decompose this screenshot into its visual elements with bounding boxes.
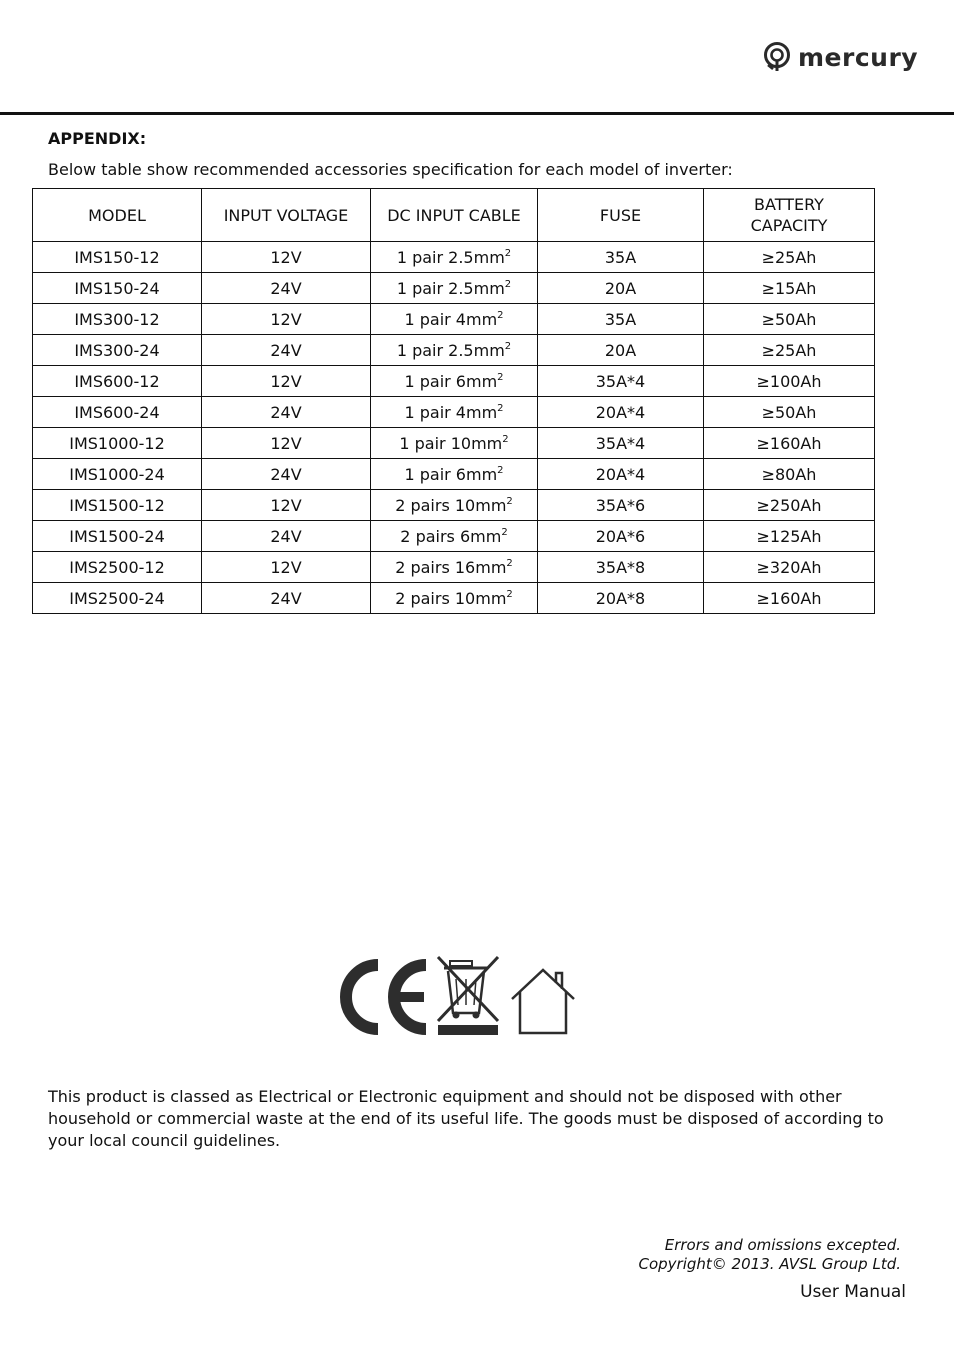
cable-spec: 1 pair 6mm	[404, 371, 498, 391]
input-voltage-cell: 24V	[202, 335, 371, 366]
fuse-cell: 35A	[538, 304, 704, 335]
dc-input-cable-cell	[371, 490, 538, 521]
input-voltage-cell: 12V	[202, 490, 371, 521]
model-cell: IMS1000-24	[33, 459, 202, 490]
model-cell: IMS2500-12	[33, 552, 202, 583]
accessories-spec-table	[32, 188, 875, 614]
header-divider	[0, 112, 954, 115]
model-cell: IMS1000-12	[33, 428, 202, 459]
appendix-intro: Below table show recommended accessories specification for each model of inverter:	[48, 160, 733, 179]
column-header-battery-capacity	[704, 189, 875, 242]
cable-unit-exponent: 2	[502, 433, 509, 445]
cable-spec: 2 pairs 6mm	[400, 526, 502, 546]
brand-name: mercury	[798, 42, 919, 72]
column-header-fuse: FUSE	[538, 189, 704, 242]
copyright-notice: Copyright© 2013. AVSL Group Ltd.	[638, 1255, 901, 1273]
battery-capacity-cell: ≥160Ah	[704, 583, 875, 614]
fuse-cell: 20A*4	[538, 397, 704, 428]
cable-unit-exponent: 2	[497, 402, 504, 414]
column-header-dc-input-cable: DC INPUT CABLE	[371, 189, 538, 242]
battery-capacity-cell: ≥80Ah	[704, 459, 875, 490]
fuse-cell: 20A*8	[538, 583, 704, 614]
dc-input-cable-cell	[371, 335, 538, 366]
disposal-notice: This product is classed as Electrical or Electronic equipment and should not be disposed with other household or commercial waste at the end of its useful life. The goods must be disposed of according to your local council guidelines.	[48, 1087, 884, 1150]
fuse-cell: 35A*8	[538, 552, 704, 583]
cable-spec: 1 pair 4mm	[404, 309, 498, 329]
table-row	[33, 583, 875, 614]
input-voltage-cell: 12V	[202, 428, 371, 459]
input-voltage-cell: 12V	[202, 242, 371, 273]
brand-logo	[762, 40, 918, 74]
column-header-model: MODEL	[33, 189, 202, 242]
dc-input-cable-cell	[371, 428, 538, 459]
battery-capacity-cell: ≥125Ah	[704, 521, 875, 552]
cable-unit-exponent: 2	[501, 526, 508, 538]
footer-notes	[639, 1236, 902, 1274]
cable-spec: 1 pair 2.5mm	[396, 247, 505, 267]
column-header-input-voltage: INPUT VOLTAGE	[202, 189, 371, 242]
cable-unit-exponent: 2	[497, 464, 504, 476]
dc-input-cable-cell	[371, 304, 538, 335]
cable-spec: 1 pair 4mm	[404, 402, 498, 422]
model-cell: IMS300-24	[33, 335, 202, 366]
battery-capacity-cell: ≥160Ah	[704, 428, 875, 459]
fuse-cell: 20A	[538, 335, 704, 366]
fuse-cell: 35A*6	[538, 490, 704, 521]
cable-unit-exponent: 2	[504, 340, 512, 352]
input-voltage-cell: 12V	[202, 304, 371, 335]
battery-capacity-cell: ≥320Ah	[704, 552, 875, 583]
cable-unit-exponent: 2	[506, 588, 513, 600]
dc-input-cable-cell	[371, 459, 538, 490]
input-voltage-cell: 12V	[202, 366, 371, 397]
table-row	[33, 335, 875, 366]
ce-mark-icon	[334, 957, 430, 1037]
battery-capacity-cell: ≥250Ah	[704, 490, 875, 521]
cable-unit-exponent: 2	[506, 495, 513, 507]
table-row	[33, 521, 875, 552]
battery-capacity-cell: ≥100Ah	[704, 366, 875, 397]
model-cell: IMS1500-12	[33, 490, 202, 521]
table-row	[33, 242, 875, 273]
cable-unit-exponent: 2	[506, 557, 513, 569]
compliance-marks	[334, 955, 578, 1037]
input-voltage-cell: 24V	[202, 583, 371, 614]
input-voltage-cell: 12V	[202, 552, 371, 583]
cable-unit-exponent: 2	[497, 371, 504, 383]
dc-input-cable-cell	[371, 552, 538, 583]
model-cell: IMS150-24	[33, 273, 202, 304]
cable-spec: 1 pair 10mm	[399, 433, 503, 453]
cable-spec: 2 pairs 10mm	[395, 495, 507, 515]
dc-input-cable-cell	[371, 521, 538, 552]
table-header-row	[33, 189, 875, 242]
model-cell: IMS300-12	[33, 304, 202, 335]
input-voltage-cell: 24V	[202, 521, 371, 552]
mercury-logo-icon	[762, 41, 792, 73]
dc-input-cable-cell	[371, 366, 538, 397]
battery-capacity-cell: ≥50Ah	[704, 397, 875, 428]
table-row	[33, 552, 875, 583]
fuse-cell: 35A*4	[538, 428, 704, 459]
model-cell: IMS600-12	[33, 366, 202, 397]
battery-capacity-cell: ≥15Ah	[704, 273, 875, 304]
dc-input-cable-cell	[371, 242, 538, 273]
house-icon	[508, 965, 578, 1037]
cable-spec: 2 pairs 16mm	[395, 557, 507, 577]
dc-input-cable-cell	[371, 397, 538, 428]
battery-capacity-label: BATTERY CAPACITY	[750, 195, 828, 235]
cable-spec: 1 pair 2.5mm	[396, 340, 505, 360]
model-cell: IMS2500-24	[33, 583, 202, 614]
table-row	[33, 428, 875, 459]
cable-spec: 1 pair 2.5mm	[396, 278, 505, 298]
table-row	[33, 366, 875, 397]
user-manual-label: User Manual	[800, 1282, 906, 1302]
model-cell: IMS1500-24	[33, 521, 202, 552]
dc-input-cable-cell	[371, 273, 538, 304]
battery-capacity-cell: ≥50Ah	[704, 304, 875, 335]
dc-input-cable-cell	[371, 583, 538, 614]
input-voltage-cell: 24V	[202, 397, 371, 428]
cable-spec: 2 pairs 10mm	[395, 588, 507, 608]
input-voltage-cell: 24V	[202, 273, 371, 304]
model-cell: IMS150-12	[33, 242, 202, 273]
fuse-cell: 35A	[538, 242, 704, 273]
cable-unit-exponent: 2	[497, 309, 504, 321]
errors-notice: Errors and omissions excepted.	[664, 1236, 901, 1254]
table-row	[33, 490, 875, 521]
table-row	[33, 459, 875, 490]
battery-capacity-cell: ≥25Ah	[704, 335, 875, 366]
fuse-cell: 20A*6	[538, 521, 704, 552]
input-voltage-cell: 24V	[202, 459, 371, 490]
appendix-heading: APPENDIX:	[48, 129, 147, 148]
cable-spec: 1 pair 6mm	[404, 464, 498, 484]
model-cell: IMS600-24	[33, 397, 202, 428]
fuse-cell: 20A	[538, 273, 704, 304]
table-row	[33, 304, 875, 335]
fuse-cell: 35A*4	[538, 366, 704, 397]
fuse-cell: 20A*4	[538, 459, 704, 490]
cable-unit-exponent: 2	[504, 247, 512, 259]
crossed-out-bin-icon	[436, 955, 502, 1037]
table-row	[33, 397, 875, 428]
cable-unit-exponent: 2	[504, 278, 512, 290]
battery-capacity-cell: ≥25Ah	[704, 242, 875, 273]
table-body	[33, 242, 875, 614]
table-row	[33, 273, 875, 304]
